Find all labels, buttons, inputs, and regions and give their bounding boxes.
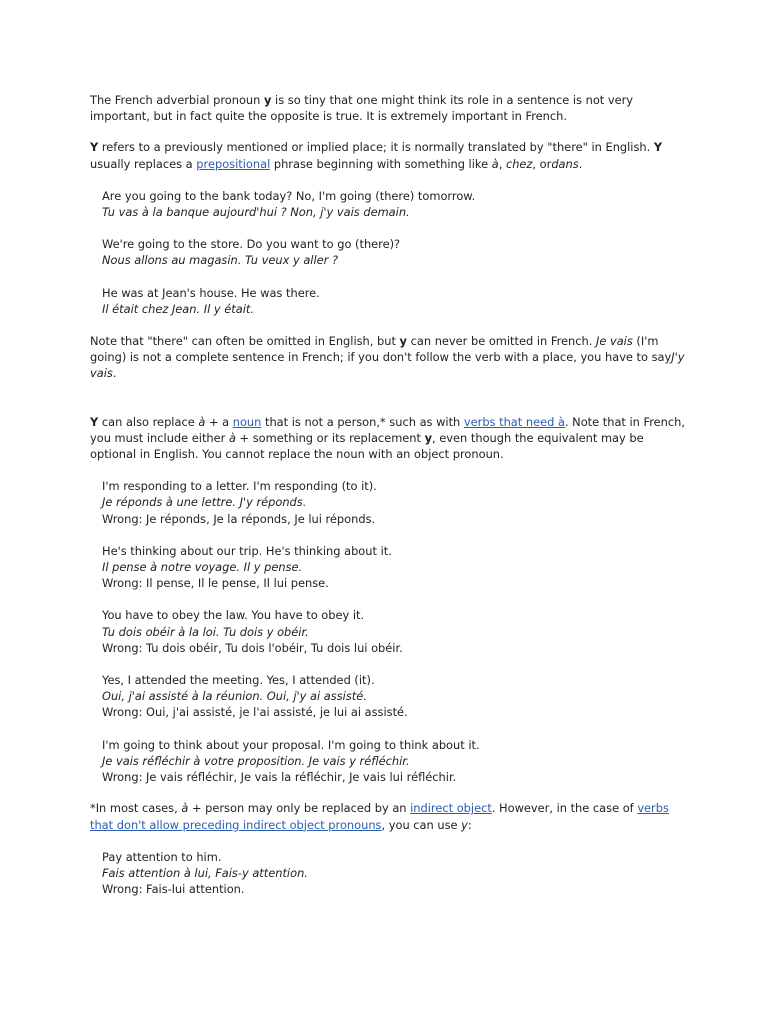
text: Note that "there" can often be omitted in English, but [90,334,400,349]
example-wrong: Wrong: Oui, j'ai assisté, je l'ai assisté, je lui ai assisté. [102,705,408,720]
example-wrong: Wrong: Il pense, Il le pense, Il lui pense. [102,576,329,591]
pronoun-y: Y [90,140,99,155]
text: , even though the equivalent may be optional in English. You cannot replace the noun with an object pronoun. [90,430,644,462]
text: Je vais [595,334,633,349]
text: . Note that in French, you must include either [90,414,686,445]
text: , you can use [381,817,462,832]
text: dans [551,156,579,171]
text: chez [505,156,533,171]
prepositional-link[interactable]: prepositional [196,156,271,171]
example-french: Fais attention à lui, Fais-y attention. [102,865,308,880]
verbs-no-preceding-indirect-object-link[interactable]: verbs that don't allow preceding indirect object pronouns [90,801,669,832]
definition-paragraph [90,139,690,171]
text: à [491,156,499,171]
example-english: He's thinking about our trip. He's thinking about it. [102,543,392,558]
indirect-object-link[interactable]: indirect object [410,801,492,816]
example-wrong: Wrong: Fais-lui attention. [102,882,245,897]
pronoun-y: y [399,334,407,349]
text: phrase beginning with something like [270,156,492,171]
example-block [90,543,690,592]
example-block [90,737,690,786]
example-wrong: Wrong: Je vais réfléchir, Je vais la réfléchir, Je vais lui réfléchir. [102,770,457,785]
example-english: Pay attention to him. [102,849,222,864]
example-block [90,672,690,721]
example-block [90,607,690,656]
example-english: I'm responding to a letter. I'm responding (to it). [102,479,377,494]
text: + person may only be replaced by an [188,801,411,816]
text: *In most cases, [90,801,182,816]
text: The French adverbial pronoun [90,93,264,107]
text: can never be omitted in French. [406,334,596,349]
text: refers to a previously mentioned or implied place; it is normally translated by "there" in English. [98,140,654,155]
example-french: Tu dois obéir à la loi. Tu dois y obéir. [102,624,309,639]
example-block [90,849,690,898]
text: à [228,430,236,445]
text: . [578,156,583,171]
text: + something or its replacement [235,430,425,445]
text: + a [205,414,233,429]
text: . [112,366,117,381]
text: , [498,156,506,171]
text: : [467,817,472,832]
noun-link[interactable]: noun [232,414,262,429]
example-english: He was at Jean's house. He was there. [102,285,320,300]
intro-paragraph [90,92,690,124]
pronoun-y: Y [90,414,99,429]
example-english: Are you going to the bank today? No, I'm going (there) tomorrow. [102,188,476,203]
example-french: Je réponds à une lettre. J'y réponds. [102,495,307,510]
example-french: Nous allons au magasin. Tu veux y aller ? [102,253,338,268]
example-french: Tu vas à la banque aujourd'hui ? Non, j'y vais demain. [102,205,410,220]
text: J'y vais [90,350,685,381]
example-english: Yes, I attended the meeting. Yes, I attended (it). [102,673,375,688]
note-paragraph [90,333,690,382]
text: à [198,414,206,429]
text: , or [532,156,552,171]
text: is so tiny that one might think its role in a sentence is not very important, but in fact quite the opposite is true. It is extremely important in French. [90,93,634,124]
example-block [90,236,690,268]
example-wrong: Wrong: Tu dois obéir, Tu dois l'obéir, Tu dois lui obéir. [102,640,403,655]
text: à [181,801,189,816]
example-french: Il était chez Jean. Il y était. [102,301,254,316]
text: that is not a person,* such as with [261,414,464,429]
pronoun-y: y [263,93,272,107]
pronoun-y: y [424,430,433,445]
text: usually replaces a [90,156,197,171]
example-english: You have to obey the law. You have to obey it. [102,608,365,623]
verbs-that-need-a-link[interactable]: verbs that need à [463,414,565,429]
text: can also replace [98,414,199,429]
example-block [90,188,690,220]
text: y [461,817,468,832]
text: . However, in the case of [491,801,638,816]
text: (I'm going) is not a complete sentence in French; if you don't follow the verb with a place, you have to say [90,334,672,365]
example-english: I'm going to think about your proposal. I'm going to think about it. [102,737,480,752]
example-block [90,478,690,527]
example-wrong: Wrong: Je réponds, Je la réponds, Je lui réponds. [102,511,376,526]
article-body [90,92,690,913]
pronoun-y: Y [653,140,663,155]
example-french: Il pense à notre voyage. Il y pense. [102,560,303,575]
example-block [90,285,690,317]
example-french: Je vais réfléchir à votre proposition. Je vais y réfléchir. [102,753,410,768]
footnote-paragraph [90,800,690,832]
replace-paragraph [90,414,690,463]
example-english: We're going to the store. Do you want to go (there)? [102,237,401,252]
example-french: Oui, j'ai assisté à la réunion. Oui, j'y ai assisté. [102,689,367,704]
